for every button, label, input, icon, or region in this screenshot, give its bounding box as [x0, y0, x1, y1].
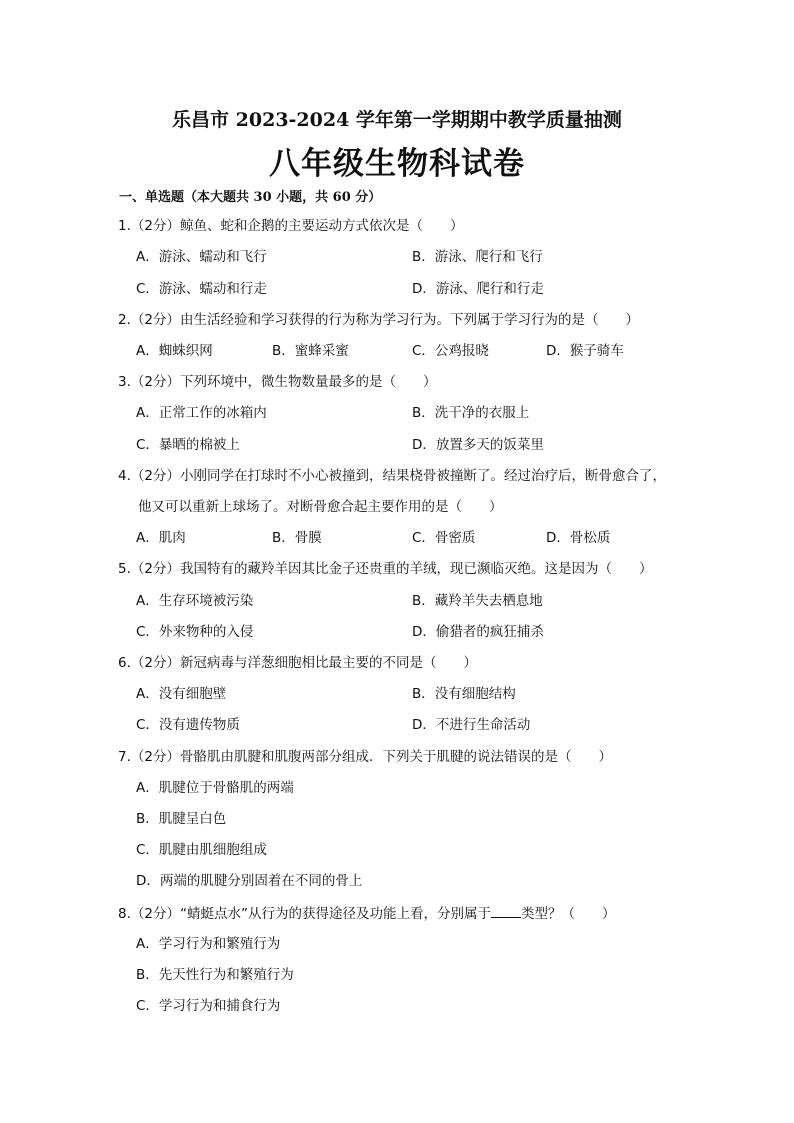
question-1-option-d: D．游泳、爬行和行走 — [412, 281, 544, 297]
question-6-option-a: A．没有细胞壁 — [136, 686, 227, 702]
question-8-stem — [118, 904, 615, 923]
question-5-option-a: A．生存环境被污染 — [136, 593, 254, 609]
question-3-option-a: A．正常工作的冰箱内 — [136, 405, 267, 421]
question-4-option-d: D．骨松质 — [546, 530, 611, 546]
question-8-stem-end: 类型？（ ） — [520, 906, 616, 922]
question-8-option-c: C．学习行为和捕食行为 — [136, 998, 281, 1014]
question-3-stem: 3.（2分）下列环境中，微生物数量最多的是（ ） — [118, 374, 437, 390]
exam-subtitle: 八年级生物科试卷 — [269, 146, 525, 182]
question-4-option-c: C．骨密质 — [412, 530, 476, 546]
question-7-option-b: B．肌腱呈白色 — [136, 811, 227, 827]
question-1-option-c: C．游泳、蠕动和行走 — [136, 281, 267, 297]
question-8-stem-start: 8.（2分）“蜻蜓点水”从行为的获得途径及功能上看，分别属于 — [118, 906, 491, 922]
question-5-option-b: B．藏羚羊失去栖息地 — [412, 593, 543, 609]
question-6-option-b: B．没有细胞结构 — [412, 686, 516, 702]
question-7-option-d: D．两端的肌腱分别固着在不同的骨上 — [136, 873, 363, 889]
question-1-stem: 1.（2分）鲸鱼、蛇和企鹅的主要运动方式依次是（ ） — [118, 218, 464, 234]
question-5-option-c: C．外来物种的入侵 — [136, 624, 254, 640]
question-3-option-d: D．放置多天的饭菜里 — [412, 437, 544, 453]
question-5-option-d: D．偷猎者的疯狂捕杀 — [412, 624, 544, 640]
section-heading: 一、单选题（本大题共 30 小题，共 60 分） — [119, 190, 382, 205]
question-2-stem: 2.（2分）由生活经验和学习获得的行为称为学习行为。下列属于学习行为的是（ ） — [118, 312, 639, 328]
question-7-option-c: C．肌腱由肌细胞组成 — [136, 842, 267, 858]
question-5-stem: 5.（2分）我国特有的藏羚羊因其比金子还贵重的羊绒，现已濒临灭绝。这是因为（ ） — [118, 561, 653, 577]
question-8-option-b: B．先天性行为和繁殖行为 — [136, 967, 294, 983]
question-2-option-d: D．猴子骑车 — [546, 343, 624, 359]
question-2-option-b: B．蜜蜂采蜜 — [272, 343, 349, 359]
question-7-option-a: A．肌腱位于骨骼肌的两端 — [136, 780, 294, 796]
answer-blank — [491, 904, 521, 918]
question-4-stem: 4.（2分）小刚同学在打球时不小心被撞到，结果桡骨被撞断了。经过治疗后，断骨愈合了， — [118, 468, 666, 484]
question-6-option-d: D．不进行生命活动 — [412, 717, 531, 733]
question-2-option-a: A．蜘蛛织网 — [136, 343, 213, 359]
question-1-option-b: B．游泳、爬行和飞行 — [412, 249, 543, 265]
question-3-option-b: B．洗干净的衣服上 — [412, 405, 530, 421]
question-3-option-c: C．暴晒的棉被上 — [136, 437, 240, 453]
question-4-option-b: B．骨膜 — [272, 530, 322, 546]
question-4-option-a: A．肌肉 — [136, 530, 186, 546]
question-6-option-c: C．没有遗传物质 — [136, 717, 240, 733]
question-4-stem-continued: 他又可以重新上球场了。对断骨愈合起主要作用的是（ ） — [138, 499, 503, 515]
exam-title: 乐昌市 2023-2024 学年第一学期期中教学质量抽测 — [172, 109, 622, 131]
question-6-stem: 6.（2分）新冠病毒与洋葱细胞相比最主要的不同是（ ） — [118, 655, 477, 671]
question-7-stem: 7.（2分）骨骼肌由肌腱和肌腹两部分组成．下列关于肌腱的说法错误的是（ ） — [118, 749, 612, 765]
question-1-option-a: A．游泳、蠕动和飞行 — [136, 249, 267, 265]
question-2-option-c: C．公鸡报晓 — [412, 343, 489, 359]
question-8-option-a: A．学习行为和繁殖行为 — [136, 936, 281, 952]
